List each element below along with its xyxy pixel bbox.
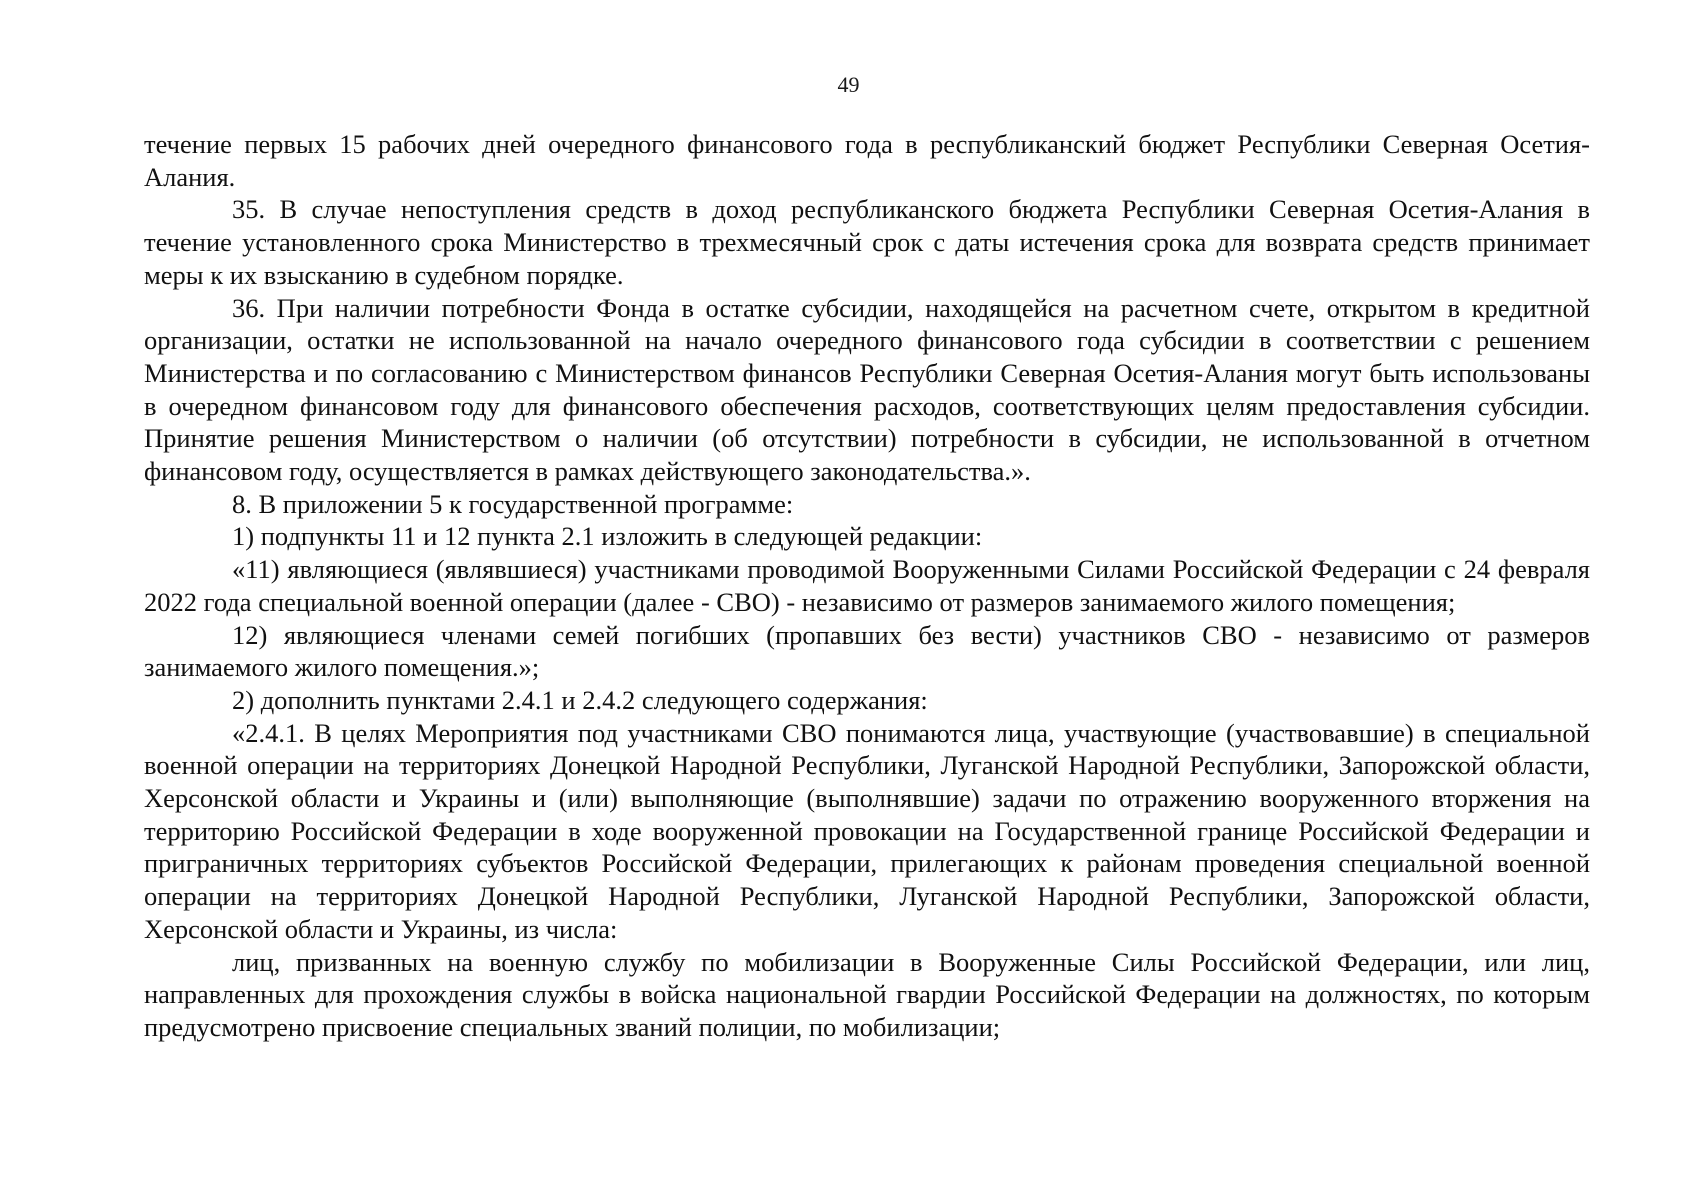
paragraph-subitem-1: 1) подпункты 11 и 12 пункта 2.1 изложить в следующей редакции:	[232, 521, 983, 552]
paragraph-subitem-2: 2) дополнить пунктами 2.4.1 и 2.4.2 следующего содержания:	[232, 684, 928, 715]
paragraph-subitem-12: 12) являющиеся членами семей погибших (пропавших без вести) участников СВО - независимо от размеров занимаемого жилого помещения.»;	[144, 619, 1590, 683]
document-body	[144, 128, 1590, 1044]
paragraph-item-8: 8. В приложении 5 к государственной программе:	[232, 488, 794, 519]
page-number: 49	[837, 72, 860, 97]
paragraph-subitem-11: «11) являющиеся (являвшиеся) участниками проводимой Вооруженными Силами Российской Федерации с 24 февраля 2022 года специальной военной операции (далее - СВО) - независимо от размеров занимаемого жилого помещения;	[144, 554, 1590, 617]
paragraph-continuation: течение первых 15 рабочих дней очередного финансового года в республиканский бюджет Республики Северная Осетия-Алания.	[144, 129, 1590, 192]
paragraph-item-2-4-1: «2.4.1. В целях Мероприятия под участниками СВО понимаются лица, участвующие (участвовавшие) в специальной военной операции на территориях Донецкой Народной Республики, Луганской Народной Республики, Запорожской области, Херсонской области и Украины и (или) выполняющие (выполнявшие) задачи по отражению вооруженного вторжения на территорию Российской Федерации в ходе вооруженной провокации на Государственной границе Российской Федерации и приграничных территориях субъектов Российской Федерации, прилегающих к районам проведения специальной военной операции на территориях Донецкой Народной Республики, Луганской Народной Республики, Запорожской области, Херсонской области и Украины, из числа:	[144, 717, 1590, 944]
paragraph-list-entry: лиц, призванных на военную службу по мобилизации в Вооруженные Силы Российской Федерации, или лиц, направленных для прохождения службы в войска национальной гвардии Российской Федерации на должностях, по которым предусмотрено присвоение специальных званий полиции, по мобилизации;	[144, 946, 1590, 1042]
paragraph-item-36: 36. При наличии потребности Фонда в остатке субсидии, находящейся на расчетном счете, открытом в кредитной организации, остатки не использованной на начало очередного финансового года субсидии в соответствии с решением Министерства и по согласованию с Министерством финансов Республики Северная Осетия-Алания могут быть использованы в очередном финансовом году для финансового обеспечения расходов, соответствующих целям предоставления субсидии. Принятие решения Министерством о наличии (об отсутствии) потребности в субсидии, не использованной в отчетном финансовом году, осуществляется в рамках действующего законодательства.».	[144, 292, 1590, 487]
paragraph-item-35: 35. В случае непоступления средств в доход республиканского бюджета Республики Северная Осетия-Алания в течение установленного срока Министерство в трехмесячный срок с даты истечения срока для возврата средств принимает меры к их взысканию в судебном порядке.	[144, 194, 1590, 290]
